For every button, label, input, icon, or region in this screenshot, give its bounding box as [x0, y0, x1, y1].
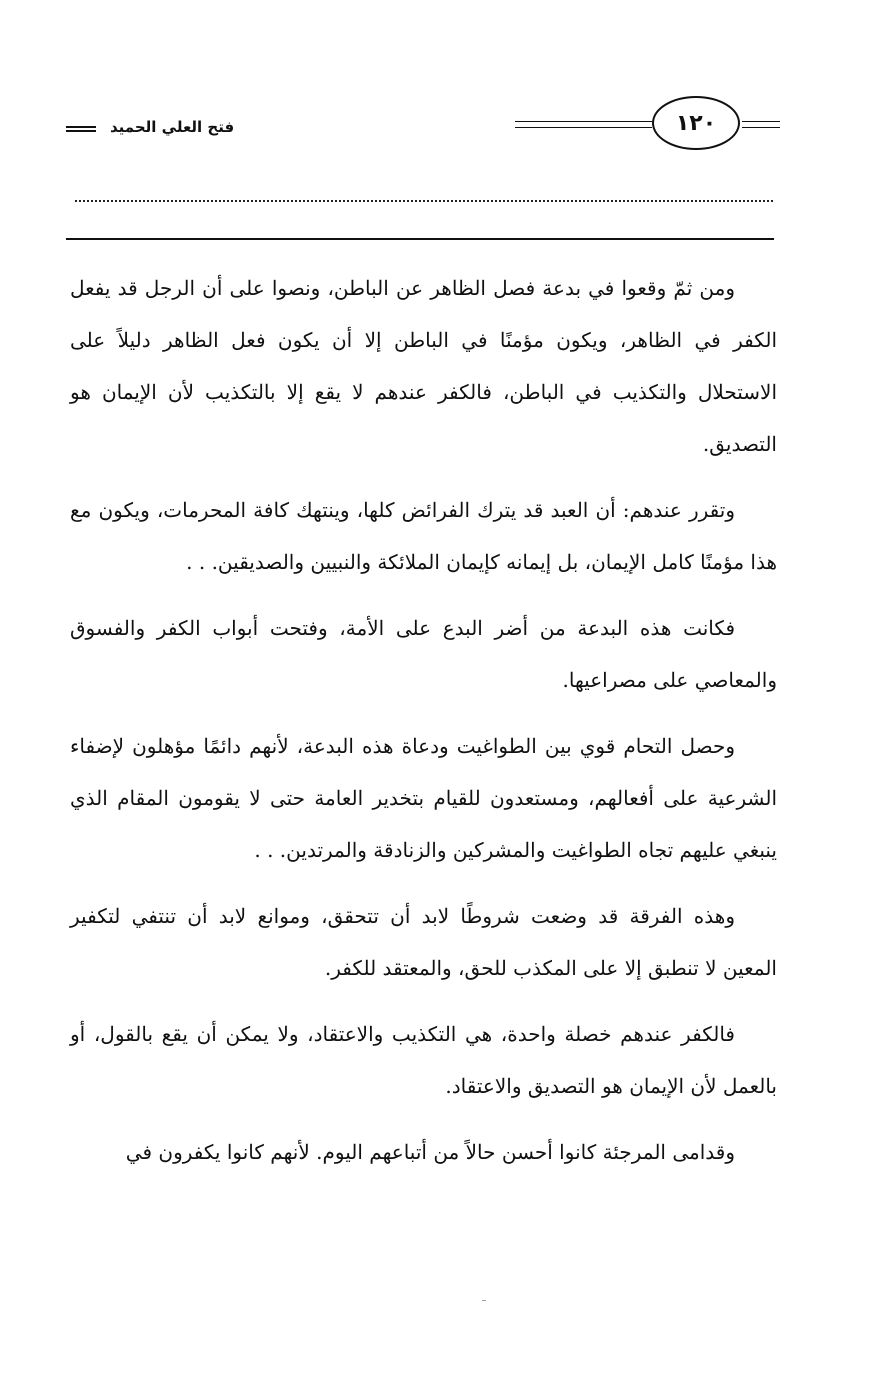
page-header [60, 92, 782, 162]
header-rule [742, 127, 780, 128]
page-mark [482, 1300, 486, 1301]
paragraph: فكانت هذه البدعة من أضر البدع على الأمة، وفتحت أبواب الكفر والفسوق والمعاصي على مصراعيها. [70, 616, 777, 692]
paragraph: ومن ثمّ وقعوا في بدعة فصل الظاهر عن الباطن، ونصوا على أن الرجل قد يفعل الكفر في الظاهر، ويكون مؤمنًا في الباطن إلا أن يكون فعل الظاهر دليلاً على الاستحلال والتكذيب في الباطن، فالكفر عندهم لا يقع إلا بالتكذيب لأن الإيمان هو التصديق. [70, 276, 777, 456]
header-rule [515, 127, 652, 128]
title-ornament [66, 126, 96, 132]
page-number: ١٢٠ [652, 96, 740, 150]
section-rule [66, 238, 774, 240]
book-title: فتح العلي الحميد [110, 118, 235, 136]
paragraph: وتقرر عندهم: أن العبد قد يترك الفرائض كلها، وينتهك كافة المحرمات، ويكون مع هذا مؤمنًا كامل الإيمان، بل إيمانه كإيمان الملائكة والنبيين والصديقين. . . [70, 498, 777, 574]
dotted-separator [75, 200, 773, 202]
header-rule [742, 121, 780, 122]
paragraph: فالكفر عندهم خصلة واحدة، هي التكذيب والاعتقاد، ولا يمكن أن يقع بالقول، أو بالعمل لأن الإيمان هو التصديق والاعتقاد. [70, 1022, 777, 1098]
header-rule [515, 121, 652, 122]
body-text [70, 262, 777, 1192]
paragraph: وهذه الفرقة قد وضعت شروطًا لابد أن تتحقق، وموانع لابد أن تنتفي لتكفير المعين لا تنطبق إلا على المكذب للحق، والمعتقد للكفر. [70, 904, 777, 980]
paragraph: وقدامى المرجئة كانوا أحسن حالاً من أتباعهم اليوم. لأنهم كانوا يكفرون في [125, 1140, 735, 1164]
paragraph: وحصل التحام قوي بين الطواغيت ودعاة هذه البدعة، لأنهم دائمًا مؤهلون لإضفاء الشرعية على أفعالهم، ومستعدون للقيام بتخدير العامة حتى لا يقومون المقام الذي ينبغي عليهم تجاه الطواغيت والمشركين والزنادقة والمرتدين. . . [70, 734, 777, 862]
